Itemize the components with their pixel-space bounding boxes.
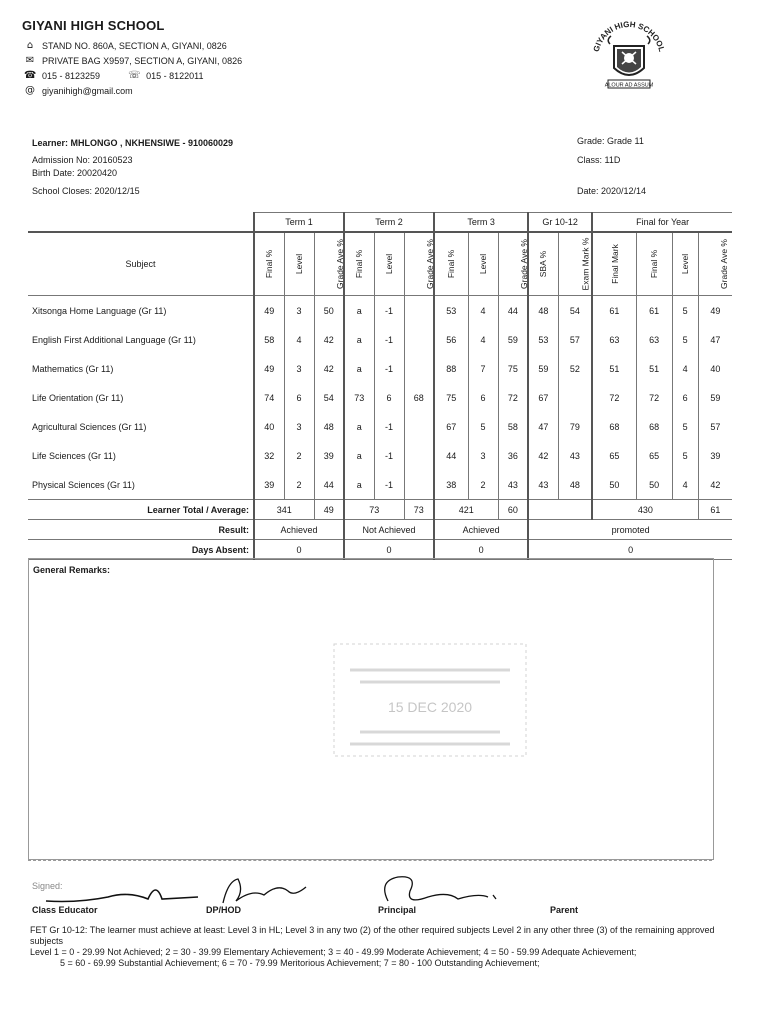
col-header: Level (478, 253, 489, 275)
score-cell: 63 (592, 325, 636, 354)
stamp-date: 15 DEC 2020 (387, 699, 473, 715)
score-cell: -1 (374, 441, 404, 470)
score-cell: 50 (636, 470, 672, 500)
col-header: Final % (649, 249, 660, 279)
score-cell: 44 (314, 470, 344, 500)
table-row (28, 296, 732, 326)
score-cell: 59 (528, 354, 558, 383)
score-cell (404, 296, 434, 326)
score-cell: 68 (636, 412, 672, 441)
t2-result: Not Achieved (344, 520, 434, 540)
score-cell: 5 (672, 441, 698, 470)
score-cell: -1 (374, 412, 404, 441)
fet-requirement: FET Gr 10-12: The learner must achieve at least: Level 3 in HL; Level 3 in any two (2) of the other required subjects Level 2 in any other three (3) of the remaining approved subjects (30, 925, 715, 946)
score-cell: 74 (254, 383, 284, 412)
score-cell: 54 (558, 296, 592, 326)
score-cell: 50 (314, 296, 344, 326)
school-stamp (330, 640, 530, 760)
score-cell: 6 (468, 383, 498, 412)
score-cell: 5 (672, 325, 698, 354)
col-header: Grade Ave % (334, 239, 345, 289)
term2-header: Term 2 (344, 213, 434, 233)
t2-total: 73 (344, 500, 404, 520)
col-header: Level (680, 253, 691, 275)
t3-absent: 0 (434, 540, 528, 560)
score-cell: 39 (698, 441, 732, 470)
score-cell: 75 (498, 354, 528, 383)
score-cell: 49 (254, 296, 284, 326)
table-row (28, 325, 732, 354)
score-cell: 3 (284, 412, 314, 441)
score-cell (404, 412, 434, 441)
school-name: GIYANI HIGH SCHOOL (22, 18, 165, 33)
result-row (28, 520, 732, 540)
subject-name: Xitsonga Home Language (Gr 11) (32, 305, 167, 316)
score-cell: 42 (314, 354, 344, 383)
score-cell: 42 (698, 470, 732, 500)
score-cell: -1 (374, 325, 404, 354)
gr10-12-header: Gr 10-12 (528, 213, 592, 233)
at-icon: @ (25, 85, 35, 96)
score-cell: 72 (592, 383, 636, 412)
subject-name: Life Sciences (Gr 11) (32, 450, 116, 461)
score-cell: 72 (498, 383, 528, 412)
table-row (28, 354, 732, 383)
score-cell: 48 (528, 296, 558, 326)
col-header: Final % (446, 249, 457, 279)
score-cell: 67 (528, 383, 558, 412)
score-cell: 68 (592, 412, 636, 441)
score-cell: 48 (314, 412, 344, 441)
col-header: Level (384, 253, 395, 275)
subject-name: Life Orientation (Gr 11) (32, 392, 124, 403)
score-cell: 40 (254, 412, 284, 441)
score-cell: 79 (558, 412, 592, 441)
score-cell: 51 (592, 354, 636, 383)
fax-icon: ☏ (128, 70, 141, 81)
score-cell: 42 (314, 325, 344, 354)
learner-name: Learner: MHLONGO , NKHENSIWE - 910060029 (32, 138, 234, 148)
score-cell: 43 (498, 470, 528, 500)
phone-text: 015 - 8123259 (42, 70, 101, 81)
score-cell: 5 (672, 412, 698, 441)
admission-number: Admission No: 20160523 (32, 155, 133, 165)
class: Class: 11D (577, 155, 621, 165)
principal-label: Principal (378, 905, 417, 915)
email-text: giyanihigh@gmail.com (42, 85, 133, 96)
score-cell: 42 (528, 441, 558, 470)
score-cell: 36 (498, 441, 528, 470)
score-cell: 63 (636, 325, 672, 354)
score-cell: a (344, 441, 374, 470)
school-closes: School Closes: 2020/12/15 (32, 186, 140, 196)
score-cell: 39 (254, 470, 284, 500)
achievement-legend (30, 925, 730, 969)
subject-name: Physical Sciences (Gr 11) (32, 479, 135, 490)
signature-area (28, 860, 712, 919)
results-table (28, 212, 732, 560)
col-header: Final Mark (609, 244, 620, 284)
score-cell (404, 470, 434, 500)
term1-header: Term 1 (254, 213, 344, 233)
school-crest-logo (586, 16, 672, 96)
score-cell: 5 (672, 296, 698, 326)
col-header: Level (293, 253, 304, 275)
score-cell: 4 (284, 325, 314, 354)
final-total: 430 (592, 500, 698, 520)
address-text: STAND NO. 860A, SECTION A, GIYANI, 0826 (42, 40, 227, 51)
score-cell: a (344, 354, 374, 383)
score-cell: 5 (468, 412, 498, 441)
level-scale-2: 5 = 60 - 69.99 Substantial Achievement; 6 = 70 - 79.99 Meritorious Achievement; 7 = 80 - 100 Outstanding Achievement; (60, 958, 540, 968)
t3-result: Achieved (434, 520, 528, 540)
score-cell: 65 (592, 441, 636, 470)
score-cell: 49 (698, 296, 732, 326)
col-header: Grade Ave % (424, 239, 435, 289)
score-cell: 67 (434, 412, 468, 441)
house-icon: ⌂ (26, 40, 34, 51)
score-cell: 3 (284, 354, 314, 383)
final-result: promoted (528, 520, 732, 540)
signed-label: Signed: (32, 881, 63, 891)
score-cell: 52 (558, 354, 592, 383)
email-line (24, 85, 133, 96)
score-cell: 44 (434, 441, 468, 470)
score-cell: 6 (672, 383, 698, 412)
t3-average: 60 (498, 500, 528, 520)
result-label: Result: (218, 524, 249, 535)
score-cell: 40 (698, 354, 732, 383)
score-cell: 73 (344, 383, 374, 412)
t2-absent: 0 (344, 540, 434, 560)
score-cell: 54 (314, 383, 344, 412)
totals-row (28, 500, 732, 520)
postal-text: PRIVATE BAG X9597, SECTION A, GIYANI, 0826 (42, 55, 243, 66)
grade: Grade: Grade 11 (577, 136, 644, 146)
col-header: Grade Ave % (518, 239, 529, 289)
score-cell: 4 (672, 470, 698, 500)
birth-date: Birth Date: 20020420 (32, 168, 118, 178)
score-cell: 6 (374, 383, 404, 412)
absent-row (28, 540, 732, 560)
t2-average: 73 (404, 500, 434, 520)
score-cell: 44 (498, 296, 528, 326)
class-educator-label: Class Educator (32, 905, 98, 915)
subject-name: Mathematics (Gr 11) (32, 363, 114, 374)
col-header: Grade Ave % (718, 239, 729, 289)
score-cell: 43 (558, 441, 592, 470)
score-cell: 38 (434, 470, 468, 500)
table-row (28, 383, 732, 412)
score-cell: 72 (636, 383, 672, 412)
score-cell: 7 (468, 354, 498, 383)
score-cell: 4 (672, 354, 698, 383)
table-row (28, 412, 732, 441)
score-cell: 59 (698, 383, 732, 412)
score-cell: 61 (592, 296, 636, 326)
t1-average: 49 (314, 500, 344, 520)
final-year-header: Final for Year (592, 213, 732, 233)
score-cell: 56 (434, 325, 468, 354)
score-cell (404, 325, 434, 354)
t3-total: 421 (434, 500, 498, 520)
score-cell: 61 (636, 296, 672, 326)
t1-absent: 0 (254, 540, 344, 560)
score-cell: 50 (592, 470, 636, 500)
score-cell (404, 354, 434, 383)
report-date: Date: 2020/12/14 (577, 186, 647, 196)
score-cell: 32 (254, 441, 284, 470)
subject-header-text: Subject (125, 259, 156, 269)
postal-line (24, 55, 242, 66)
score-cell: 43 (528, 470, 558, 500)
score-cell: 51 (636, 354, 672, 383)
term3-header: Term 3 (434, 213, 528, 233)
score-cell: 57 (698, 412, 732, 441)
col-header: Final % (264, 249, 275, 279)
score-cell: -1 (374, 470, 404, 500)
score-cell: 47 (698, 325, 732, 354)
t1-total: 341 (254, 500, 314, 520)
crest-motto: ALOUR AD ASSUM (604, 82, 654, 89)
score-cell: 2 (284, 441, 314, 470)
remarks-label: General Remarks: (33, 565, 111, 575)
score-cell: -1 (374, 296, 404, 326)
score-cell: 47 (528, 412, 558, 441)
score-cell: 2 (468, 470, 498, 500)
score-cell: a (344, 412, 374, 441)
score-cell (558, 383, 592, 412)
score-cell: 3 (284, 296, 314, 326)
final-average: 61 (698, 500, 732, 520)
parent-label: Parent (550, 905, 579, 915)
score-cell: 2 (284, 470, 314, 500)
col-header: Exam Mark % (580, 237, 591, 291)
score-cell: 75 (434, 383, 468, 412)
crest-arc-text: GIYANI HIGH SCHOOL (591, 19, 667, 53)
envelope-icon: ✉ (25, 55, 35, 66)
fax-text: 015 - 8122011 (146, 70, 204, 81)
subject-name: Agricultural Sciences (Gr 11) (32, 421, 147, 432)
score-cell: 4 (468, 325, 498, 354)
score-cell: 57 (558, 325, 592, 354)
score-cell: 53 (434, 296, 468, 326)
subject-header (28, 232, 254, 296)
score-cell (404, 441, 434, 470)
score-cell: 58 (498, 412, 528, 441)
score-cell: 49 (254, 354, 284, 383)
score-cell: 6 (284, 383, 314, 412)
phone-line (24, 70, 203, 81)
absent-label: Days Absent: (191, 544, 249, 555)
score-cell: 59 (498, 325, 528, 354)
col-header: Final % (354, 249, 365, 279)
score-cell: a (344, 296, 374, 326)
t1-result: Achieved (254, 520, 344, 540)
score-cell: 3 (468, 441, 498, 470)
score-cell: 48 (558, 470, 592, 500)
level-scale-1: Level 1 = 0 - 29.99 Not Achieved; 2 = 30 - 39.99 Elementary Achievement; 3 = 40 - 49.99 Moderate Achievement; 4 = 50 - 59.99 Adequate Achievement; (30, 947, 637, 957)
table-body (28, 296, 732, 500)
handwritten-signatures (38, 871, 538, 911)
totals-label: Learner Total / Average: (147, 504, 249, 515)
score-cell: a (344, 325, 374, 354)
final-absent: 0 (528, 540, 732, 560)
score-cell: 4 (468, 296, 498, 326)
score-cell: 65 (636, 441, 672, 470)
address-line (24, 40, 227, 51)
score-cell: 39 (314, 441, 344, 470)
col-header: SBA % (538, 250, 549, 278)
phone-icon: ☎ (24, 70, 37, 81)
table-row (28, 470, 732, 500)
subject-name: English First Additional Language (Gr 11) (32, 334, 196, 345)
score-cell: 88 (434, 354, 468, 383)
table-row (28, 441, 732, 470)
score-cell: 58 (254, 325, 284, 354)
score-cell: 53 (528, 325, 558, 354)
dp-hod-label: DP/HOD (206, 905, 242, 915)
score-cell: a (344, 470, 374, 500)
score-cell: 68 (404, 383, 434, 412)
score-cell: -1 (374, 354, 404, 383)
